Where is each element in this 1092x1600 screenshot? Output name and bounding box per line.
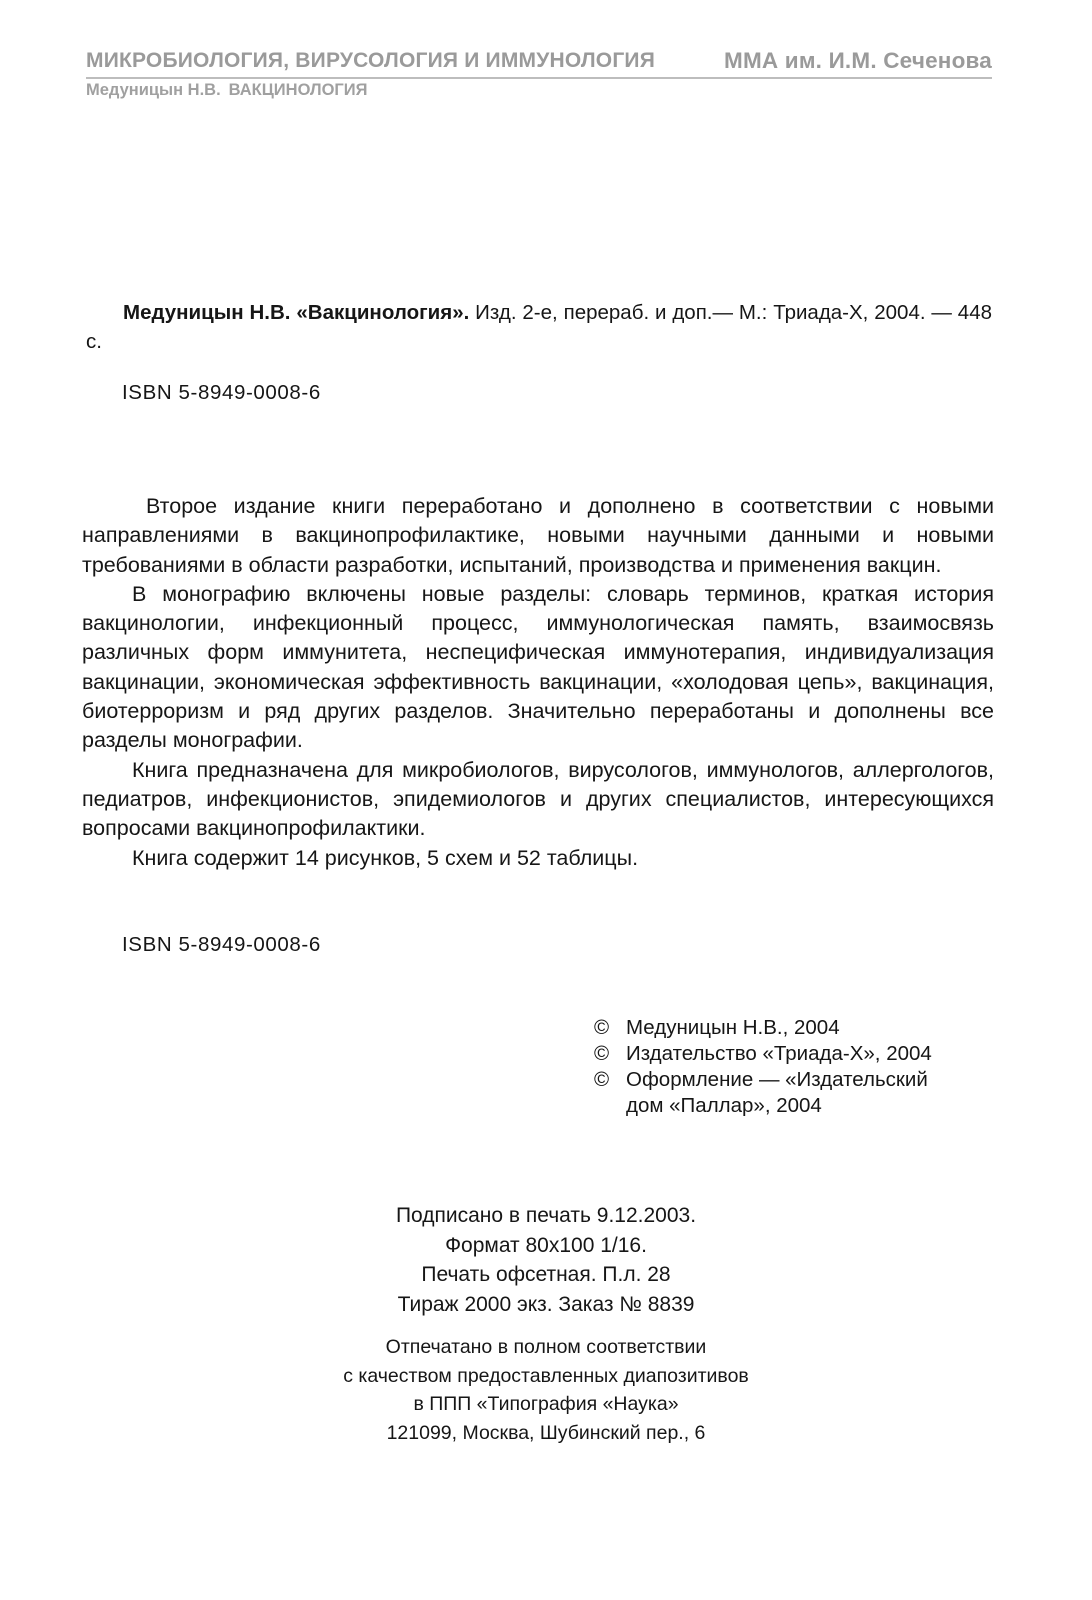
- printed-note: Отпечатано в полном соответствии: [385, 1336, 707, 1358]
- copyright-text: Медуницын Н.В., 2004: [626, 1016, 840, 1039]
- abstract-paragraph: Второе издание книги переработано и дополнено в соответствии с новыми направлениями в вакцинопрофилактике, новыми научными данными и новыми требованиями в области разработки, испытаний, производства и применения вакцин.: [82, 494, 994, 577]
- printer-name: в ППП «Типография «Наука»: [413, 1393, 679, 1415]
- printer-address: 121099, Москва, Шубинский пер., 6: [386, 1421, 706, 1444]
- copyright-icon: ©: [594, 1042, 610, 1065]
- isbn-top: ISBN 5-8949-0008-6: [122, 381, 321, 404]
- header-author: Медуницын Н.В.: [86, 81, 221, 99]
- abstract-paragraph: Книга предназначена для микробиологов, вирусологов, иммунологов, аллергологов, педиатров, инфекционистов, эпидемиологов и других специалистов, интересующихся вопросами вакцинопрофилактики.: [82, 757, 994, 841]
- institution-name: ММА им. И.М. Сеченова: [724, 48, 992, 73]
- print-run: Тираж 2000 экз. Заказ № 8839: [397, 1292, 695, 1316]
- copyright-icon: ©: [594, 1016, 610, 1039]
- abstract-paragraph: В монографию включены новые разделы: словарь терминов, краткая история вакцинологии, инфекционный процесс, иммунологическая память, взаимосвязь различных форм иммунитета, неспецифическая иммунотерапия, индивидуализация вакцинации, экономическая эффективность вакцинации, «холодовая цепь», вакцинация, биотерроризм и ряд других разделов. Значительно переработаны и дополнены все разделы монографии.: [82, 581, 994, 753]
- copyright-text: Издательство «Триада-Х», 2004: [626, 1042, 932, 1065]
- running-subheader: [86, 81, 368, 100]
- copyright-text: Оформление — «Издательский: [626, 1068, 928, 1091]
- print-format: Формат 80x100 1/16.: [445, 1233, 647, 1257]
- isbn-bottom: ISBN 5-8949-0008-6: [122, 933, 321, 956]
- copyright-line: [594, 1041, 1014, 1067]
- citation-details: Изд. 2-е, перераб. и доп.— М.: Триада-Х, 2004. — 448 с.: [86, 301, 992, 353]
- abstract: [82, 492, 994, 873]
- printer-details: [0, 1333, 1092, 1447]
- printed-note: с качеством предоставленных диапозитивов: [343, 1364, 749, 1387]
- running-header: [86, 47, 992, 79]
- copyright-icon: ©: [594, 1068, 610, 1091]
- copyright-line: [594, 1015, 1014, 1041]
- print-method: Печать офсетная. П.л. 28: [421, 1263, 671, 1286]
- copyright-text: дом «Паллар», 2004: [626, 1094, 822, 1117]
- abstract-paragraph: Книга содержит 14 рисунков, 5 схем и 52 таблицы.: [132, 845, 639, 870]
- signed-to-print: Подписано в печать 9.12.2003.: [395, 1204, 697, 1227]
- copyright-line: [594, 1093, 1014, 1119]
- header-book-title: ВАКЦИНОЛОГИЯ: [228, 81, 368, 99]
- series-title: МИКРОБИОЛОГИЯ, ВИРУСОЛОГИЯ И ИММУНОЛОГИЯ: [86, 49, 656, 72]
- copyright-line: [594, 1067, 1014, 1093]
- citation-author-title: Медуницын Н.В. «Вакцинология».: [123, 301, 470, 324]
- bibliographic-citation: [86, 298, 992, 356]
- copyright-block: [594, 1015, 1014, 1119]
- print-details: [0, 1201, 1092, 1319]
